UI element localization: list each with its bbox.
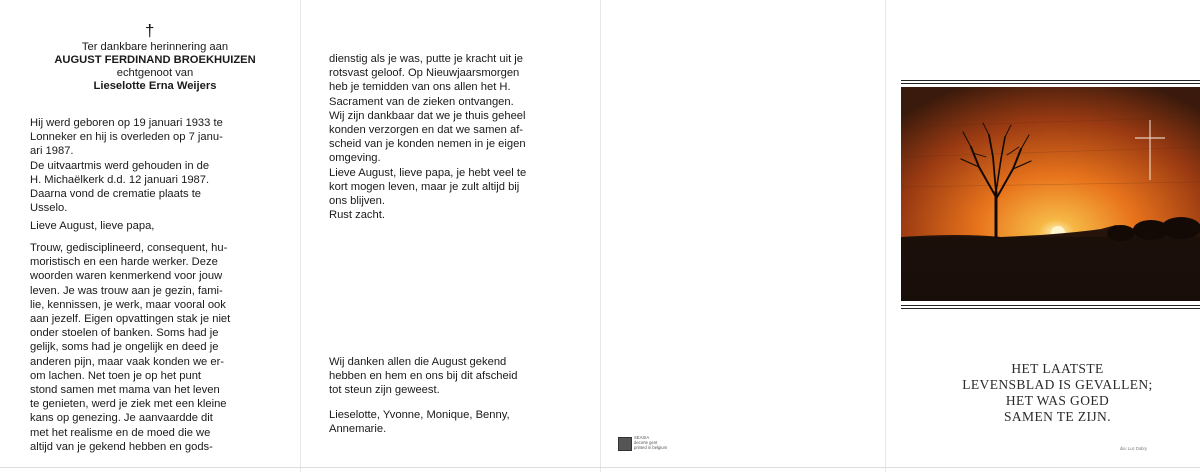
left-panel: [0, 0, 300, 472]
thanks-paragraph: [329, 355, 584, 398]
header-line-remembrance: Ter dankbare herinnering aan: [81, 41, 229, 53]
sunset-tree-image: [901, 87, 1200, 301]
signers: [329, 408, 584, 436]
back-panel: [600, 0, 885, 472]
intro-paragraph: [30, 116, 283, 215]
deceased-name: AUGUST FERDINAND BROEKHUIZEN: [54, 54, 256, 66]
printer-imprint-text: SEASIA decorte gent printed in belgium: [634, 435, 668, 450]
intro-text: Hij werd geboren op 19 januari 1933 te Lonneker en hij is overleden op 7 janu- ari 1987. De uitvaartmis werd gehouden in de H. Michaëlkerk d.d. 12 januari 1987. Daarna vond de crematie plaats te Usselo.: [30, 117, 223, 215]
top-rule: [901, 80, 1200, 81]
verse-line: LEVENSBLAD IS GEVALLEN;: [962, 377, 1153, 392]
middle-panel: [300, 0, 600, 472]
header-line-spouse-of: echtgenoot van: [116, 67, 194, 79]
verse-line: HET LAATSTE: [1011, 361, 1104, 376]
body-text: Trouw, gedisciplineerd, consequent, hu- moristisch en een harde werker. Deze woorden waren kenmerkend voor jouw leven. Je was trouw aan je gezin, fami- lie, kennissen, je werk, maar vooral ook aan jezelf. Eigen opvattingen stak je niet onder stoelen of banken. Soms had je gelijk, soms had je ongelijk en deed je anderen pijn, maar vaak konden we er- om lachen. Net toen je op het punt stond samen met mama van het leven te genieten, werd je ziek met een kleine kans op genezing. Je aanvaardde dit met het realisme en de moed die we altijd van je gekend hebben en gods-: [30, 242, 231, 453]
continuation-text: dienstig als je was, putte je kracht uit je rotsvast geloof. Op Nieuwjaarsmorgen heb je temidden van ons allen het H. Sacrament van de zieken ontvangen. Wij zijn dankbaar dat we je thuis geheel konden verzorgen en dat we samen af- scheid van je konden nemen in je eigen omgeving. Lieve August, lieve papa, je hebt veel te kort mogen leven, maar je zult altijd bij ons blijven. Rust zacht.: [329, 53, 527, 222]
continuation-paragraph: [329, 52, 584, 222]
sunset-photo: [901, 87, 1200, 301]
top-rule: [901, 83, 1200, 84]
photo-credit: dia: Luc Dobry: [1120, 446, 1147, 451]
signers-text: Lieselotte, Yvonne, Monique, Benny, Annemarie.: [329, 409, 510, 436]
greeting: Lieve August, lieve papa,: [30, 220, 155, 232]
spouse-name: Lieselotte Erna Weijers: [93, 80, 217, 92]
body-paragraph: [30, 241, 283, 454]
cover-panel: [885, 0, 1200, 472]
memorial-header: [30, 41, 280, 93]
bottom-rule: [901, 305, 1200, 306]
bottom-rule: [901, 308, 1200, 309]
verse-line: HET WAS GOED: [1005, 393, 1110, 408]
cover-verse: [925, 361, 1190, 425]
verse-line: SAMEN TE ZIJN.: [1004, 409, 1111, 424]
cross-icon: †: [145, 21, 155, 40]
printer-imprint: [634, 435, 667, 450]
printer-logo-icon: [618, 437, 632, 451]
card-bottom-edge: [0, 467, 1200, 468]
thanks-text: Wij danken allen die August gekend hebben en hem en ons bij dit afscheid tot steun zijn geweest.: [329, 356, 518, 397]
